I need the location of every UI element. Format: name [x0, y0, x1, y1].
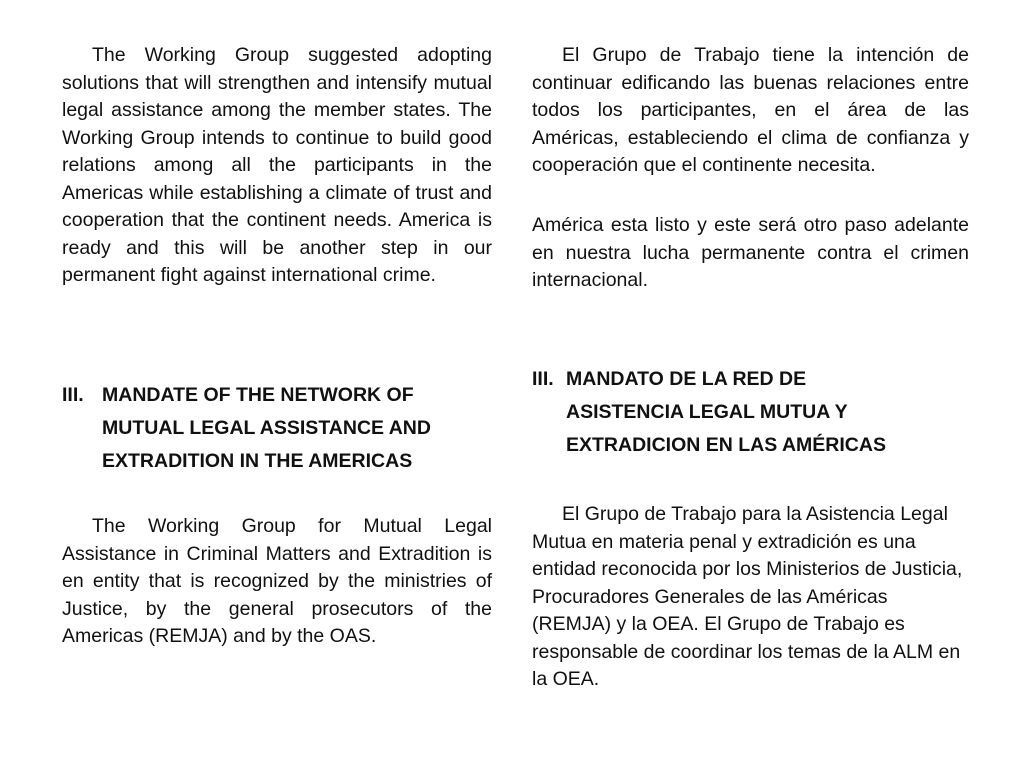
- spanish-section-heading: [532, 363, 982, 462]
- spanish-heading-line-2: ASISTENCIA LEGAL MUTUA Y: [566, 401, 848, 423]
- english-heading-line-3: EXTRADITION IN THE AMERICAS: [102, 450, 413, 472]
- spanish-heading-number: III.: [532, 368, 554, 390]
- spanish-second-paragraph: América esta listo y este será otro paso adelante en nuestra lucha permanente contra el crimen internacional.: [532, 214, 969, 291]
- english-heading-number: III.: [62, 384, 84, 406]
- spanish-mandate-paragraph: El Grupo de Trabajo para la Asistencia Legal Mutua en materia penal y extradición es una entidad reconocida por los Ministerios de Justicia, Procuradores Generales de las Américas (REMJA) y la OEA. El Grupo de Trabajo es responsable de coordinar los temas de la ALM en la OEA.: [532, 503, 963, 690]
- spanish-intro-paragraph: El Grupo de Trabajo tiene la intención de continuar edificando las buenas relaciones entre todos los participantes, en el área de las Américas, estableciendo el clima de confianza y cooperación que el continente necesita.: [532, 44, 969, 176]
- english-intro-paragraph: The Working Group suggested adopting solutions that will strengthen and intensify mutual legal assistance among the member states. The Working Group intends to continue to build good relations among all the participants in the Americas while establishing a climate of trust and cooperation that the continent needs. America is ready and this will be another step in our permanent fight against international crime.: [62, 44, 492, 286]
- english-mandate-paragraph: The Working Group for Mutual Legal Assistance in Criminal Matters and Extradition is en entity that is recognized by the ministries of Justice, by the general prosecutors of the Americas (REMJA) and by the OAS.: [62, 515, 492, 647]
- english-section-heading: [62, 379, 502, 478]
- english-heading-line-1: MANDATE OF THE NETWORK OF: [102, 384, 414, 406]
- spanish-heading-line-3: EXTRADICION EN LAS AMÉRICAS: [566, 434, 886, 456]
- english-heading-line-2: MUTUAL LEGAL ASSISTANCE AND: [102, 417, 431, 439]
- spanish-heading-line-1: MANDATO DE LA RED DE: [566, 368, 807, 390]
